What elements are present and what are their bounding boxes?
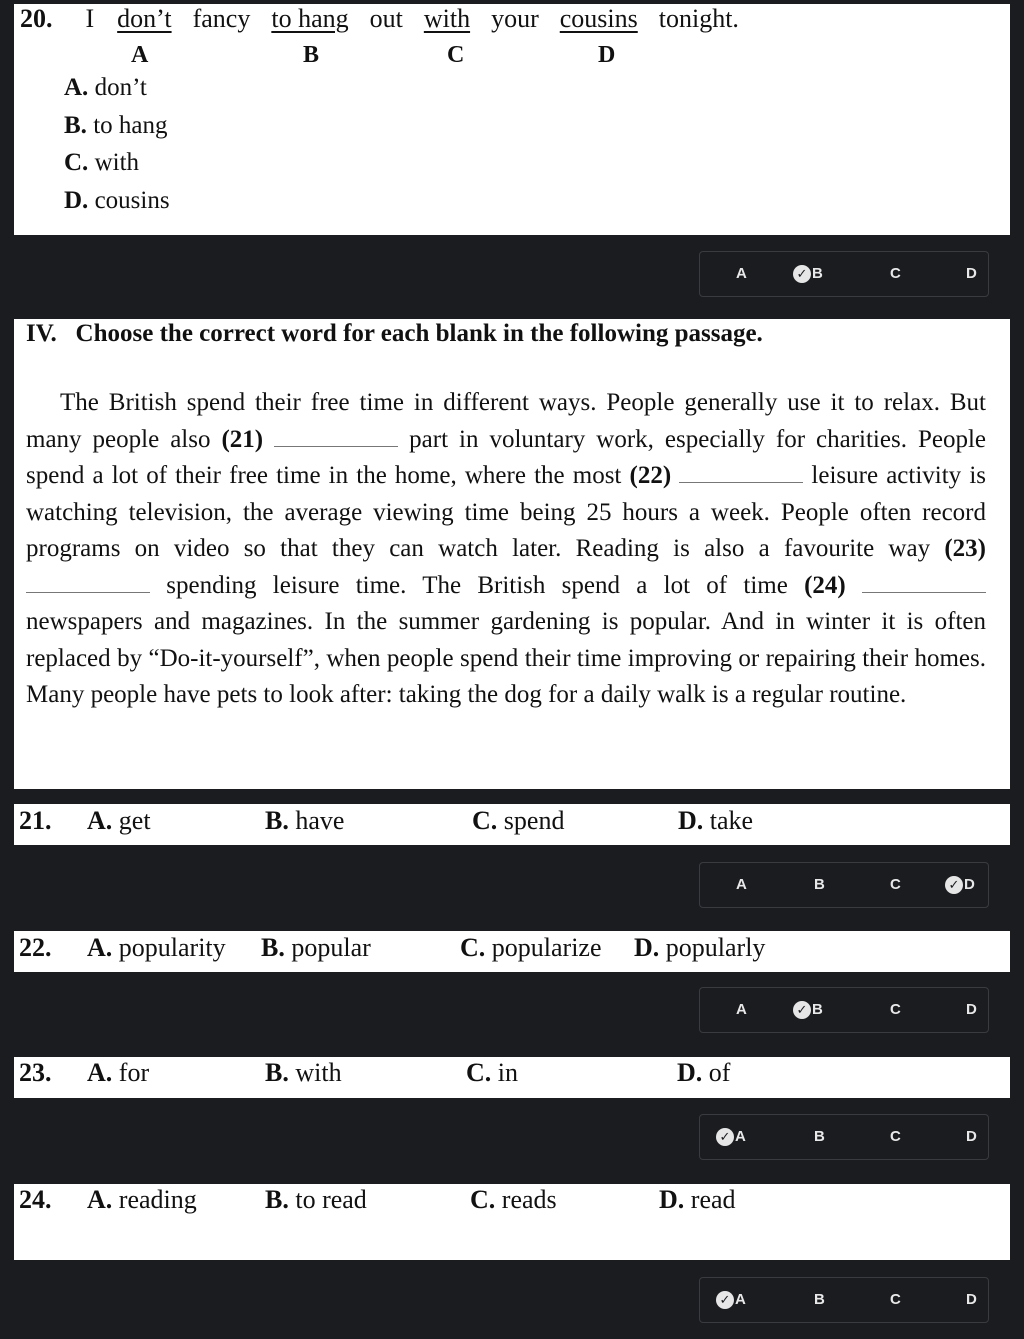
blank-23-label: (23)	[944, 535, 986, 562]
underline-letter-a: A	[131, 42, 149, 68]
check-circle-icon: ✓	[793, 265, 811, 283]
answer-option-c[interactable]: C	[890, 1001, 901, 1018]
sentence-word: I	[85, 4, 95, 33]
q23-option-c: C. in	[466, 1058, 519, 1087]
q24-option-d: D. read	[659, 1185, 736, 1214]
check-circle-icon: ✓	[716, 1291, 734, 1309]
question-23-number: 23.	[19, 1058, 52, 1087]
underline-letter-d: D	[598, 42, 616, 68]
answer-option-a-selected[interactable]: ✓ A	[716, 1278, 746, 1322]
q24-option-b: B. to read	[265, 1185, 367, 1214]
answer-bar-q24	[699, 1277, 989, 1323]
check-circle-icon: ✓	[793, 1001, 811, 1019]
q22-option-b: B. popular	[261, 933, 371, 962]
question-22-number: 22.	[19, 933, 52, 962]
answer-option-c[interactable]: C	[890, 876, 901, 893]
answer-option-c[interactable]: C	[890, 265, 901, 282]
answer-bar-q20	[699, 251, 989, 297]
sentence-word: out	[369, 4, 403, 33]
underlined-part-c: with	[423, 4, 471, 33]
answer-option-d[interactable]: D	[966, 265, 977, 282]
option-d: D. cousins	[64, 187, 170, 214]
q21-option-a: A. get	[87, 806, 151, 835]
check-circle-icon: ✓	[716, 1128, 734, 1146]
q24-option-c: C. reads	[470, 1185, 557, 1214]
q22-option-c: C. popularize	[460, 933, 602, 962]
answer-option-c[interactable]: C	[890, 1128, 901, 1145]
option-a: A. don’t	[64, 74, 147, 101]
q21-option-b: B. have	[265, 806, 345, 835]
answer-option-b[interactable]: B	[814, 1291, 825, 1308]
question-21-number: 21.	[19, 806, 52, 835]
q24-option-a: A. reading	[87, 1185, 197, 1214]
underlined-part-b: to hang	[271, 4, 349, 33]
answer-option-b-selected[interactable]: ✓ B	[793, 252, 823, 296]
blank-24	[862, 572, 986, 593]
question-number: 20.	[20, 4, 53, 33]
section-title: IV. Choose the correct word for each blank in the following passage.	[26, 320, 763, 347]
reading-passage	[26, 385, 986, 714]
underline-letter-c: C	[447, 42, 465, 68]
answer-option-c[interactable]: C	[890, 1291, 901, 1308]
answer-bar-q23	[699, 1114, 989, 1160]
answer-option-d[interactable]: D	[966, 1128, 977, 1145]
answer-option-b[interactable]: B	[814, 1128, 825, 1145]
option-c: C. with	[64, 149, 140, 176]
q23-option-a: A. for	[87, 1058, 150, 1087]
underline-letter-b: B	[303, 42, 320, 68]
answer-option-a[interactable]: A	[736, 876, 747, 893]
q21-option-c: C. spend	[472, 806, 565, 835]
question-24-number: 24.	[19, 1185, 52, 1214]
passage-text: The British spend their free time in different ways. People generally use it to relax. But many people also (21) part in voluntary work, especially for charities. People spend a lot of their free time in the home, where the most (22) leisure activity is watching television, the average viewing time being 25 hours a week. People often record programs on video so that they can watch later. Reading is also a favourite way (23) spending leisure time. The British spend a lot of time (24) newspapers and magazines. In the summer gardening is popular. And in winter it is often replaced by “Do-it-yourself”, when people spend their time improving or repairing their homes. Many people have pets to look after: taking the dog for a daily walk is a regular routine.	[26, 389, 987, 708]
blank-21-label: (21)	[221, 425, 264, 453]
q22-option-a: A. popularity	[87, 933, 226, 962]
sentence-word: tonight.	[658, 4, 739, 33]
answer-option-a-selected[interactable]: ✓ A	[716, 1115, 746, 1159]
answer-bar-q21	[699, 862, 989, 908]
blank-22	[679, 462, 803, 483]
check-circle-icon: ✓	[945, 876, 963, 894]
answer-option-a[interactable]: A	[736, 265, 747, 282]
answer-option-a[interactable]: A	[736, 1001, 747, 1018]
sentence-word: your	[491, 4, 539, 33]
blank-21	[274, 426, 398, 447]
q22-option-d: D. popularly	[634, 933, 766, 962]
blank-23	[26, 572, 150, 593]
answer-option-d-selected[interactable]: ✓ D	[945, 863, 975, 907]
underlined-part-a: don’t	[117, 4, 172, 33]
q23-option-d: D. of	[677, 1058, 731, 1087]
answer-option-b-selected[interactable]: ✓ B	[793, 988, 823, 1032]
answer-option-d[interactable]: D	[966, 1001, 977, 1018]
answer-option-b[interactable]: B	[814, 876, 825, 893]
blank-22-label: (22)	[629, 462, 672, 489]
question-20-sentence	[20, 4, 739, 34]
option-b: B. to hang	[64, 112, 168, 139]
answer-option-d[interactable]: D	[966, 1291, 977, 1308]
sentence-word: fancy	[192, 4, 251, 33]
q23-option-b: B. with	[265, 1058, 342, 1087]
underlined-part-d: cousins	[559, 4, 638, 33]
blank-24-label: (24)	[804, 571, 846, 599]
q21-option-d: D. take	[678, 806, 754, 835]
answer-bar-q22	[699, 987, 989, 1033]
